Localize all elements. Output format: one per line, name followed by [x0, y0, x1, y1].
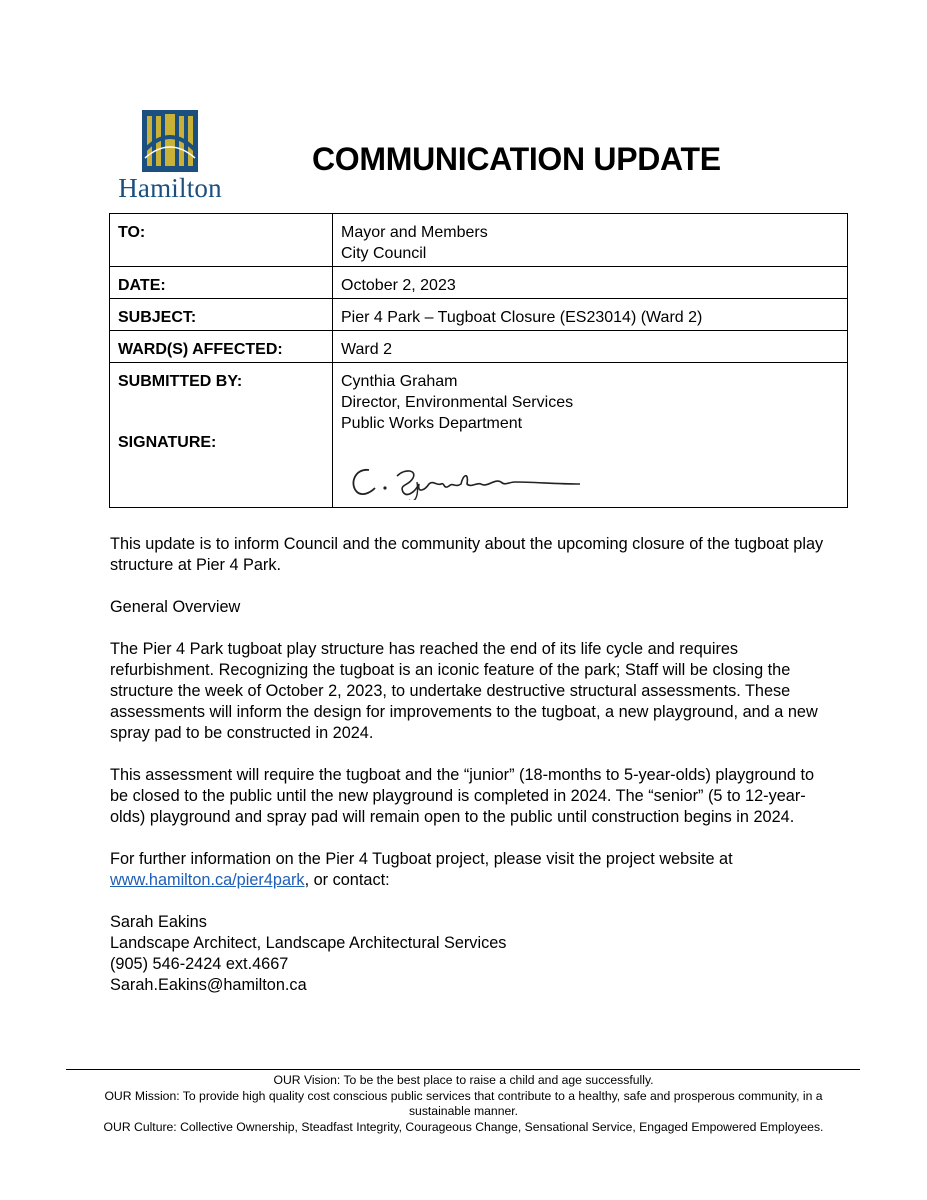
page-title: COMMUNICATION UPDATE: [312, 141, 721, 177]
to-label: TO:: [110, 214, 333, 267]
footer-culture: OUR Culture: Collective Ownership, Steadfast Integrity, Courageous Change, Sensational Service, Engaged Empowered Employees.: [103, 1119, 824, 1134]
footer-vision: OUR Vision: To be the best place to raise a child and age successfully.: [273, 1073, 654, 1087]
subject-label: SUBJECT:: [110, 299, 333, 331]
contact-title: Landscape Architect, Landscape Architectural Services: [110, 934, 507, 952]
ward-value: Ward 2: [333, 331, 848, 363]
signature-label: SIGNATURE:: [118, 434, 217, 451]
submitter-department: Public Works Department: [341, 415, 523, 432]
memo-header-table: [109, 213, 848, 508]
overview-paragraph-1: The Pier 4 Park tugboat play structure has reached the end of its life cycle and requires refurbishment. Recognizing the tugboat is an iconic feature of the park; Staff will be closing the structure the week of October 2, 2023, to undertake destructive structural assessments. These assessments will inform the design for improvements to the tugboat, a new playground, and a new spray pad to be constructed in 2024.: [110, 640, 818, 742]
submitted-row: [110, 363, 848, 508]
submitter-name: Cynthia Graham: [341, 373, 458, 390]
contact-name: Sarah Eakins: [110, 913, 207, 931]
to-line-1: Mayor and Members: [341, 224, 488, 241]
to-line-2: City Council: [341, 245, 427, 262]
or-contact-text: , or contact:: [304, 871, 390, 889]
intro-paragraph: This update is to inform Council and the community about the upcoming closure of the tugboat play structure at Pier 4 Park.: [110, 535, 824, 574]
subject-row: [110, 299, 848, 331]
contact-block: [110, 912, 830, 996]
submitted-value: [333, 363, 848, 508]
date-label: DATE:: [110, 267, 333, 299]
submitter-title: Director, Environmental Services: [341, 394, 574, 411]
overview-heading: General Overview: [110, 598, 241, 616]
contact-email: Sarah.Eakins@hamilton.ca: [110, 976, 307, 994]
to-value: [333, 214, 848, 267]
contact-phone: (905) 546-2424 ext.4667: [110, 955, 289, 973]
signature-image: [345, 464, 585, 500]
footer: [100, 1073, 827, 1135]
ward-label: WARD(S) AFFECTED:: [110, 331, 333, 363]
submitted-labels: [110, 363, 333, 508]
project-website-link[interactable]: www.hamilton.ca/pier4park: [110, 871, 305, 889]
to-row: [110, 214, 848, 267]
hamilton-logo-mark-icon: [142, 110, 198, 172]
overview-paragraph-2: This assessment will require the tugboat and the “junior” (18-months to 5-year-olds) playground to be closed to the public until the new playground is completed in 2024. The “senior” (5 to 12-year-olds) playground and spray pad will remain open to the public until construction begins in 2024.: [110, 766, 815, 826]
further-info-paragraph: [110, 849, 830, 891]
footer-divider: [66, 1069, 860, 1070]
logo-wordmark: Hamilton: [118, 173, 222, 203]
date-row: [110, 267, 848, 299]
further-info-text: For further information on the Pier 4 Tugboat project, please visit the project website at: [110, 850, 733, 868]
footer-mission: OUR Mission: To provide high quality cost conscious public services that contribute to a healthy, safe and prosperous community, in a sustainable manner.: [104, 1088, 823, 1118]
date-value: October 2, 2023: [333, 267, 848, 299]
submitted-label: SUBMITTED BY:: [118, 373, 243, 390]
memo-body: [110, 534, 830, 1017]
subject-value: Pier 4 Park – Tugboat Closure (ES23014) (Ward 2): [333, 299, 848, 331]
ward-row: [110, 331, 848, 363]
hamilton-logo: [112, 110, 228, 202]
